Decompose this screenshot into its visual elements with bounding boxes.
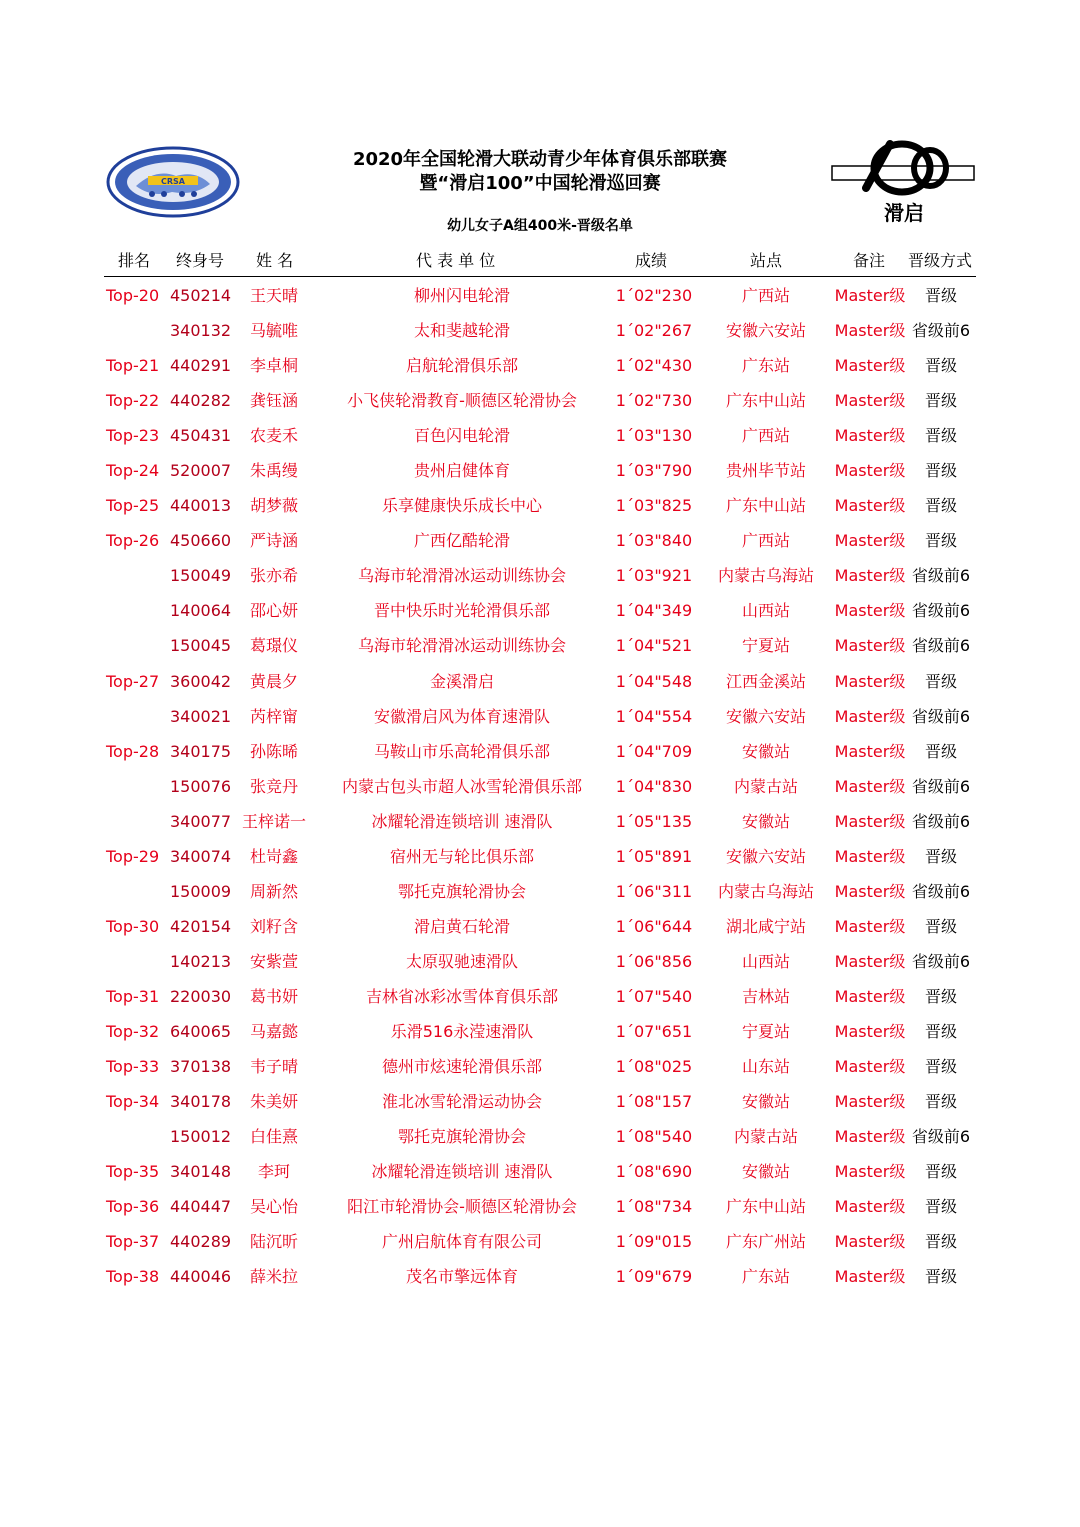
id-cell: 340175	[170, 741, 232, 761]
table-row	[104, 523, 976, 558]
id-cell: 140213	[170, 951, 232, 971]
method-cell: 晋级	[924, 846, 957, 866]
table-row	[104, 1119, 976, 1154]
score-cell: 1΄04"709	[615, 741, 693, 761]
station-cell: 广东站	[741, 356, 790, 376]
table-row	[104, 418, 976, 453]
score-cell: 1΄06"644	[615, 916, 693, 936]
name-cell: 吴心怡	[249, 1197, 298, 1217]
name-cell: 芮梓甯	[249, 706, 298, 726]
station-cell: 广西站	[741, 531, 790, 551]
results-table	[104, 278, 976, 1294]
name-cell: 黄晨夕	[249, 671, 298, 691]
method-cell: 晋级	[924, 1267, 957, 1287]
table-row	[104, 1014, 976, 1049]
rank-cell	[106, 628, 176, 663]
note-cell: Master级	[834, 496, 906, 516]
rank-cell: Top-29	[106, 846, 160, 866]
score-cell: 1΄04"521	[615, 636, 693, 656]
column-header-score: 成绩	[635, 251, 668, 270]
score-cell: 1΄03"130	[615, 426, 693, 446]
id-cell: 150012	[170, 1127, 232, 1147]
method-cell: 晋级	[924, 1197, 957, 1217]
score-cell: 1΄02"230	[615, 286, 693, 305]
note-cell: Master级	[834, 1127, 906, 1147]
unit-cell: 太原驭驰速滑队	[405, 951, 518, 971]
id-cell: 340077	[170, 811, 232, 831]
name-cell: 胡梦薇	[249, 496, 298, 516]
rank-cell	[106, 874, 176, 909]
score-cell: 1΄04"349	[615, 601, 693, 621]
name-cell: 严诗涵	[249, 531, 298, 551]
rank-cell: Top-23	[106, 426, 160, 446]
table-row	[104, 839, 976, 874]
unit-cell: 广州启航体育有限公司	[381, 1232, 542, 1252]
id-cell: 440013	[170, 496, 232, 516]
score-cell: 1΄05"891	[615, 846, 693, 866]
id-cell: 440291	[170, 356, 232, 376]
method-cell: 省级前6	[911, 776, 971, 796]
column-header-rank: 排名	[118, 251, 151, 270]
unit-cell: 小飞侠轮滑教育-顺德区轮滑协会	[347, 391, 577, 411]
rank-cell: Top-38	[106, 1267, 160, 1287]
id-cell: 450214	[170, 286, 232, 305]
name-cell: 杜岢鑫	[249, 846, 298, 866]
note-cell: Master级	[834, 776, 906, 796]
id-cell: 340074	[170, 846, 232, 866]
rank-cell	[106, 804, 176, 839]
name-cell: 王天晴	[249, 286, 298, 305]
name-cell: 李珂	[257, 1162, 290, 1182]
unit-cell: 吉林省冰彩冰雪体育俱乐部	[365, 986, 558, 1006]
rank-cell: Top-33	[106, 1057, 160, 1077]
page-title-line2: 暨“滑启100”中国轮滑巡回赛	[419, 173, 661, 194]
unit-cell: 柳州闪电轮滑	[413, 286, 510, 305]
score-cell: 1΄05"135	[615, 811, 693, 831]
rank-cell: Top-30	[106, 916, 160, 936]
table-row	[104, 874, 976, 909]
method-cell: 晋级	[924, 356, 957, 376]
rank-cell: Top-25	[106, 496, 160, 516]
unit-cell: 安徽滑启风为体育速滑队	[373, 706, 550, 726]
note-cell: Master级	[834, 426, 906, 446]
method-cell: 晋级	[924, 671, 957, 691]
id-cell: 340132	[170, 321, 232, 341]
station-cell: 山西站	[741, 601, 790, 621]
station-cell: 宁夏站	[741, 1021, 790, 1041]
note-cell: Master级	[834, 461, 906, 481]
method-cell: 晋级	[924, 741, 957, 761]
name-cell: 朱禹缦	[249, 461, 298, 481]
rank-cell: Top-31	[106, 986, 160, 1006]
note-cell: Master级	[834, 881, 906, 901]
note-cell: Master级	[834, 636, 906, 656]
score-cell: 1΄08"690	[615, 1162, 693, 1182]
id-cell: 340178	[170, 1092, 232, 1112]
id-cell: 360042	[170, 671, 232, 691]
note-cell: Master级	[834, 1092, 906, 1112]
station-cell: 广东站	[741, 1267, 790, 1287]
method-cell: 省级前6	[911, 601, 971, 621]
logo-right-text: 滑启	[884, 201, 924, 224]
station-cell: 广西站	[741, 426, 790, 446]
column-header-id: 终身号	[176, 251, 225, 270]
association-logo	[106, 146, 240, 218]
table-row	[104, 1154, 976, 1189]
note-cell: Master级	[834, 1057, 906, 1077]
station-cell: 广东中山站	[725, 1197, 806, 1217]
method-cell: 晋级	[924, 391, 957, 411]
score-cell: 1΄03"840	[615, 531, 693, 551]
unit-cell: 内蒙古包头市超人冰雪轮滑俱乐部	[341, 776, 582, 796]
method-cell: 晋级	[924, 1057, 957, 1077]
table-header	[104, 248, 976, 277]
method-cell: 省级前6	[911, 951, 971, 971]
note-cell: Master级	[834, 916, 906, 936]
id-cell: 520007	[170, 461, 232, 481]
station-cell: 安徽站	[741, 1162, 790, 1182]
name-cell: 龚钰涵	[249, 391, 298, 411]
unit-cell: 乐滑516永滢速滑队	[390, 1021, 534, 1041]
station-cell: 内蒙古站	[733, 776, 798, 796]
score-cell: 1΄08"157	[615, 1092, 693, 1112]
id-cell: 220030	[170, 986, 232, 1006]
score-cell: 1΄08"540	[615, 1127, 693, 1147]
rank-cell	[106, 699, 176, 734]
column-header-unit: 代 表 单 位	[416, 251, 496, 270]
name-cell: 邵心妍	[249, 601, 298, 621]
note-cell: Master级	[834, 811, 906, 831]
unit-cell: 广西亿酷轮滑	[413, 531, 510, 551]
name-cell: 马嘉懿	[249, 1021, 298, 1041]
station-cell: 内蒙古乌海站	[717, 566, 814, 586]
method-cell: 省级前6	[911, 706, 971, 726]
name-cell: 白佳熹	[249, 1127, 298, 1147]
unit-cell: 宿州无与轮比俱乐部	[389, 846, 534, 866]
table-row	[104, 453, 976, 488]
unit-cell: 阳江市轮滑协会-顺德区轮滑协会	[347, 1197, 577, 1217]
id-cell: 440046	[170, 1267, 232, 1287]
method-cell: 省级前6	[911, 881, 971, 901]
score-cell: 1΄04"830	[615, 776, 693, 796]
table-row	[104, 628, 976, 663]
method-cell: 晋级	[924, 1232, 957, 1252]
note-cell: Master级	[834, 951, 906, 971]
station-cell: 宁夏站	[741, 636, 790, 656]
method-cell: 晋级	[924, 286, 957, 305]
name-cell: 王梓诺一	[241, 811, 306, 831]
rank-cell: Top-28	[106, 741, 160, 761]
name-cell: 安紫萱	[249, 951, 298, 971]
note-cell: Master级	[834, 391, 906, 411]
table-row	[104, 313, 976, 348]
name-cell: 薛米拉	[249, 1267, 298, 1287]
id-cell: 150076	[170, 776, 232, 796]
unit-cell: 贵州启健体育	[413, 461, 510, 481]
table-row	[104, 734, 976, 769]
method-cell: 晋级	[924, 426, 957, 446]
id-cell: 150049	[170, 566, 232, 586]
column-header-name: 姓 名	[256, 251, 294, 270]
note-cell: Master级	[834, 601, 906, 621]
rank-cell: Top-32	[106, 1021, 160, 1041]
id-cell: 450431	[170, 426, 232, 446]
rank-cell: Top-34	[106, 1092, 160, 1112]
score-cell: 1΄06"856	[615, 951, 693, 971]
id-cell: 420154	[170, 916, 232, 936]
note-cell: Master级	[834, 986, 906, 1006]
score-cell: 1΄04"548	[615, 671, 693, 691]
name-cell: 张亦希	[249, 566, 298, 586]
score-cell: 1΄03"825	[615, 496, 693, 516]
score-cell: 1΄08"025	[615, 1057, 693, 1077]
id-cell: 150045	[170, 636, 232, 656]
method-cell: 省级前6	[911, 811, 971, 831]
unit-cell: 乌海市轮滑滑冰运动训练协会	[357, 636, 566, 656]
id-cell: 450660	[170, 531, 232, 551]
method-cell: 省级前6	[911, 1127, 971, 1147]
id-cell: 340021	[170, 706, 232, 726]
unit-cell: 鄂托克旗轮滑协会	[397, 1127, 526, 1147]
name-cell: 陆沉昕	[249, 1232, 298, 1252]
rank-cell	[106, 769, 176, 804]
table-row	[104, 1259, 976, 1294]
table-row	[104, 1189, 976, 1224]
unit-cell: 马鞍山市乐高轮滑俱乐部	[373, 741, 550, 761]
rank-cell: Top-22	[106, 391, 160, 411]
table-row	[104, 664, 976, 699]
table-row	[104, 348, 976, 383]
id-cell: 440447	[170, 1197, 232, 1217]
table-row	[104, 699, 976, 734]
station-cell: 安徽站	[741, 1092, 790, 1112]
page-title-line1: 2020年全国轮滑大联动青少年体育俱乐部联赛	[352, 149, 728, 170]
note-cell: Master级	[834, 286, 906, 305]
id-cell: 150009	[170, 881, 232, 901]
table-row	[104, 558, 976, 593]
name-cell: 孙陈晞	[249, 741, 298, 761]
score-cell: 1΄03"790	[615, 461, 693, 481]
id-cell: 340148	[170, 1162, 232, 1182]
column-header-method: 晋级方式	[908, 251, 973, 270]
id-cell: 440289	[170, 1232, 232, 1252]
table-row	[104, 278, 976, 313]
unit-cell: 德州市炫速轮滑俱乐部	[381, 1057, 542, 1077]
station-cell: 广东广州站	[725, 1232, 806, 1252]
method-cell: 省级前6	[911, 636, 971, 656]
note-cell: Master级	[834, 846, 906, 866]
station-cell: 湖北咸宁站	[725, 916, 806, 936]
rank-cell	[106, 944, 176, 979]
column-header-note: 备注	[853, 251, 886, 270]
table-row	[104, 1224, 976, 1259]
table-row	[104, 1084, 976, 1119]
unit-cell: 金溪滑启	[429, 671, 494, 691]
unit-cell: 冰耀轮滑连锁培训 速滑队	[371, 811, 553, 831]
name-cell: 马毓唯	[249, 321, 298, 341]
station-cell: 安徽站	[741, 741, 790, 761]
note-cell: Master级	[834, 1162, 906, 1182]
table-row	[104, 909, 976, 944]
id-cell: 370138	[170, 1057, 232, 1077]
rank-cell: Top-21	[106, 356, 160, 376]
station-cell: 安徽站	[741, 811, 790, 831]
note-cell: Master级	[834, 566, 906, 586]
station-cell: 内蒙古乌海站	[717, 881, 814, 901]
unit-cell: 百色闪电轮滑	[413, 426, 510, 446]
table-row	[104, 383, 976, 418]
note-cell: Master级	[834, 321, 906, 341]
score-cell: 1΄09"679	[615, 1267, 693, 1287]
rank-cell: Top-27	[106, 671, 160, 691]
score-cell: 1΄06"311	[615, 881, 693, 901]
name-cell: 李卓桐	[249, 356, 298, 376]
rank-cell: Top-24	[106, 461, 160, 481]
column-header-station: 站点	[750, 251, 783, 270]
rank-cell: Top-37	[106, 1232, 160, 1252]
rank-cell: Top-26	[106, 531, 160, 551]
page-subtitle: 幼儿女子A组400米-晋级名单	[447, 218, 633, 234]
table-row	[104, 804, 976, 839]
name-cell: 张竞丹	[249, 776, 298, 796]
unit-cell: 晋中快乐时光轮滑俱乐部	[373, 601, 550, 621]
method-cell: 省级前6	[911, 566, 971, 586]
method-cell: 晋级	[924, 1162, 957, 1182]
unit-cell: 乌海市轮滑滑冰运动训练协会	[357, 566, 566, 586]
rank-cell	[106, 1119, 176, 1154]
method-cell: 晋级	[924, 1021, 957, 1041]
score-cell: 1΄02"730	[615, 391, 693, 411]
note-cell: Master级	[834, 1267, 906, 1287]
station-cell: 贵州毕节站	[725, 461, 806, 481]
note-cell: Master级	[834, 531, 906, 551]
score-cell: 1΄07"540	[615, 986, 693, 1006]
note-cell: Master级	[834, 741, 906, 761]
note-cell: Master级	[834, 1197, 906, 1217]
station-cell: 广东中山站	[725, 496, 806, 516]
station-cell: 安徽六安站	[725, 321, 806, 341]
name-cell: 葛璟仪	[249, 636, 298, 656]
note-cell: Master级	[834, 1232, 906, 1252]
name-cell: 刘籽含	[249, 916, 298, 936]
table-row	[104, 1049, 976, 1084]
method-cell: 省级前6	[911, 321, 971, 341]
unit-cell: 淮北冰雪轮滑运动协会	[381, 1092, 542, 1112]
method-cell: 晋级	[924, 1092, 957, 1112]
station-cell: 内蒙古站	[733, 1127, 798, 1147]
score-cell: 1΄02"430	[615, 356, 693, 376]
station-cell: 江西金溪站	[725, 671, 806, 691]
rank-cell: Top-20	[106, 286, 160, 305]
skating-start-logo	[830, 138, 976, 224]
name-cell: 农麦禾	[249, 426, 298, 446]
method-cell: 晋级	[924, 461, 957, 481]
station-cell: 山西站	[741, 951, 790, 971]
rank-cell	[106, 313, 176, 348]
method-cell: 晋级	[924, 986, 957, 1006]
id-cell: 440282	[170, 391, 232, 411]
rank-cell	[106, 593, 176, 628]
note-cell: Master级	[834, 1021, 906, 1041]
method-cell: 晋级	[924, 916, 957, 936]
score-cell: 1΄04"554	[615, 706, 693, 726]
rank-cell: Top-35	[106, 1162, 160, 1182]
score-cell: 1΄09"015	[615, 1232, 693, 1252]
unit-cell: 茂名市擎远体育	[405, 1267, 518, 1287]
table-row	[104, 593, 976, 628]
score-cell: 1΄08"734	[615, 1197, 693, 1217]
name-cell: 韦子晴	[249, 1057, 298, 1077]
unit-cell: 启航轮滑俱乐部	[405, 356, 518, 376]
rank-cell: Top-36	[106, 1197, 160, 1217]
note-cell: Master级	[834, 706, 906, 726]
method-cell: 晋级	[924, 531, 957, 551]
unit-cell: 滑启黄石轮滑	[413, 916, 510, 936]
unit-cell: 鄂托克旗轮滑协会	[397, 881, 526, 901]
unit-cell: 冰耀轮滑连锁培训 速滑队	[371, 1162, 553, 1182]
station-cell: 山东站	[741, 1057, 790, 1077]
table-row	[104, 979, 976, 1014]
unit-cell: 乐享健康快乐成长中心	[381, 496, 542, 516]
unit-cell: 太和斐越轮滑	[413, 321, 510, 341]
score-cell: 1΄07"651	[615, 1021, 693, 1041]
table-row	[104, 769, 976, 804]
station-cell: 安徽六安站	[725, 846, 806, 866]
id-cell: 140064	[170, 601, 232, 621]
score-cell: 1΄03"921	[615, 566, 693, 586]
table-row	[104, 488, 976, 523]
id-cell: 640065	[170, 1021, 232, 1041]
method-cell: 晋级	[924, 496, 957, 516]
name-cell: 朱美妍	[249, 1092, 298, 1112]
station-cell: 广西站	[741, 286, 790, 305]
name-cell: 周新然	[249, 881, 298, 901]
station-cell: 广东中山站	[725, 391, 806, 411]
rank-cell	[106, 558, 176, 593]
station-cell: 吉林站	[741, 986, 790, 1006]
station-cell: 安徽六安站	[725, 706, 806, 726]
name-cell: 葛书妍	[249, 986, 298, 1006]
table-row	[104, 944, 976, 979]
note-cell: Master级	[834, 356, 906, 376]
score-cell: 1΄02"267	[615, 321, 693, 341]
logo-left-text: CRSA	[161, 177, 185, 186]
note-cell: Master级	[834, 671, 906, 691]
